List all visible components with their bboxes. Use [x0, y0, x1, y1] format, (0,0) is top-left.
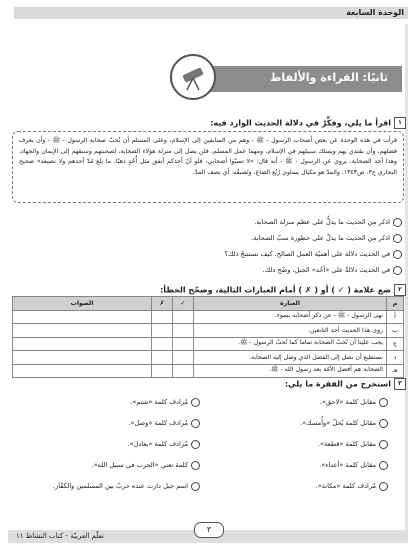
bullet-icon	[191, 482, 200, 491]
list-item: في الحديث دلالة على أهميّة العمل الصالح. كيف تستنتجُ ذلك؟	[100, 246, 402, 262]
list-item: اسم جبل دارت عنده حربٌ بين المسلمين والكفّار.	[12, 476, 200, 497]
extraction-grid	[12, 392, 388, 497]
question-2-number: ٢	[394, 284, 406, 296]
header-check: ✓	[173, 297, 194, 311]
bullet-icon	[393, 250, 402, 259]
correction-cell[interactable]	[13, 351, 152, 365]
table-row: أ نهى الرسول - ﷺ - عن ذكر أصحابه بسوء.	[13, 310, 404, 324]
list-item: في الحديث دلالةٌ على «أحُد» الجبل، وضّح ذلك.	[100, 262, 402, 278]
cross-cell[interactable]	[152, 324, 173, 338]
list-item: مُرادف كلمة «شتم».	[12, 392, 200, 413]
telescope-icon	[170, 54, 216, 100]
list-item: اذكر من الحديث ما يدلُّ على عظم منزلة الصحابة.	[100, 214, 402, 230]
table-row: د نستطيع أن نصل إلى الفضل الذي وصل إليه الصحابة.	[13, 351, 404, 365]
header-num: م	[387, 297, 404, 311]
list-item: مُرادف كلمة «يعادل».	[12, 434, 200, 455]
bullet-icon	[191, 440, 200, 449]
list-item: مقابل كلمة «أعداء».	[200, 455, 388, 476]
bullet-icon	[379, 440, 388, 449]
check-cell[interactable]	[173, 324, 194, 338]
question-2-title: ضع علامة ( ✓ ) أو ( ✗ ) أمام العبارات التالية، وصحّح الخطأ:	[160, 285, 391, 295]
side-strip	[405, 24, 408, 534]
header-correction: الصواب	[13, 297, 152, 311]
bullet-icon	[379, 398, 388, 407]
question-1-number: ١	[394, 117, 406, 129]
cross-cell[interactable]	[152, 351, 173, 365]
unit-title: الوحدة السابعة	[346, 8, 404, 17]
cross-cell[interactable]	[152, 310, 173, 324]
check-cell[interactable]	[173, 364, 194, 378]
book-title: تعلّم العربيّة - كتاب النشاط ١١	[16, 532, 104, 540]
header-cross: ✗	[152, 297, 173, 311]
table-header-row	[13, 297, 404, 311]
question-1-heading	[210, 117, 406, 129]
check-cell[interactable]	[173, 337, 194, 351]
table-row: هـ الصحابة هم أفضل الأمّة بعد رسول الله - ﷺ.	[13, 364, 404, 378]
question-1-title: اقرأ ما يلي، وفكِّرْ في دلالة الحديث الوارد فيه:	[210, 118, 391, 128]
list-item: مُرادف كلمة «مكانة».	[200, 476, 388, 497]
bullet-icon	[393, 218, 402, 227]
table-row: ج يجب علينا أن نُحبّ الصحابة تماما كما نُحبّ الرسول - ﷺ.	[13, 337, 404, 351]
bullet-icon	[393, 234, 402, 243]
question-2-heading	[160, 284, 406, 296]
question-3-title: استخرج من الفقرة ما يلي:	[284, 379, 391, 389]
table-row: ب روى هذا الحديث أحد التابعين.	[13, 324, 404, 338]
correction-cell[interactable]	[13, 310, 152, 324]
page-number: ٣	[194, 522, 224, 538]
bullet-icon	[191, 461, 200, 470]
list-item: مُرادف كلمة «وصل».	[12, 413, 200, 434]
bullet-icon	[379, 461, 388, 470]
bullet-icon	[379, 419, 388, 428]
list-item: اذكر من الحديث ما يدلّ على خطورة سبّ الصحابة.	[100, 230, 402, 246]
correction-cell[interactable]	[13, 324, 152, 338]
bullet-icon	[191, 398, 200, 407]
list-item: كلمة تعني «الحرب في سبيل الله».	[12, 455, 200, 476]
section-title: ثانيًا: القراءة والألفاظ	[269, 71, 388, 84]
check-cell[interactable]	[173, 351, 194, 365]
question-3-heading	[285, 378, 406, 390]
list-item: مقابل كلمة «قطعة».	[200, 434, 388, 455]
correction-cell[interactable]	[13, 364, 152, 378]
bullet-icon	[393, 266, 402, 275]
bullet-icon	[191, 419, 200, 428]
unit-header-bar	[14, 7, 408, 19]
list-item: مقابل كلمة «لاحق».	[200, 392, 388, 413]
true-false-table	[12, 296, 404, 378]
check-cell[interactable]	[173, 310, 194, 324]
right-column	[200, 392, 388, 497]
cross-cell[interactable]	[152, 364, 173, 378]
question-1-items	[100, 214, 402, 278]
bullet-icon	[379, 482, 388, 491]
cross-cell[interactable]	[152, 337, 173, 351]
list-item: مقابل كلمة يُخلّ «وأُمسك».	[200, 413, 388, 434]
left-column	[12, 392, 200, 497]
reading-passage: قرأت في هذه الوحدة عن بعض أصحاب الرسول - ﷺ - وهم من السابقين إلى الإسلام، وعلى المسلم أن يُحبّ صحابة الرسول - ﷺ - وأن يعرف فضلهم، وأن يقتدي بهم ويسلك سبيلهم في الإسلام، ومهما عمل المسلم، فلن يصل إلى منزلة هؤلاء الصحابة، لصحبتهم وسبقهم إلى الإيمان والجهاد، وهذا أحد الصحابة، يروي عن الرسول - ﷺ - أنه قال: «لا تسبّوا أصحابي، فلو أنّ أحدكم أنفق مثل أُحُدٍ ذهبًا، ما بلغ مُدّ أحدهم ولا نصيفه» صحيح البخاري ج٣، ص١٣٤٣. والمدّ هو مكيال يساوي رُبُع الصاع، ونَصيفُه: أي نصف المدّ.	[12, 131, 404, 203]
question-3-number: ٣	[394, 378, 406, 390]
correction-cell[interactable]	[13, 337, 152, 351]
header-statement: العبارة	[194, 297, 387, 311]
